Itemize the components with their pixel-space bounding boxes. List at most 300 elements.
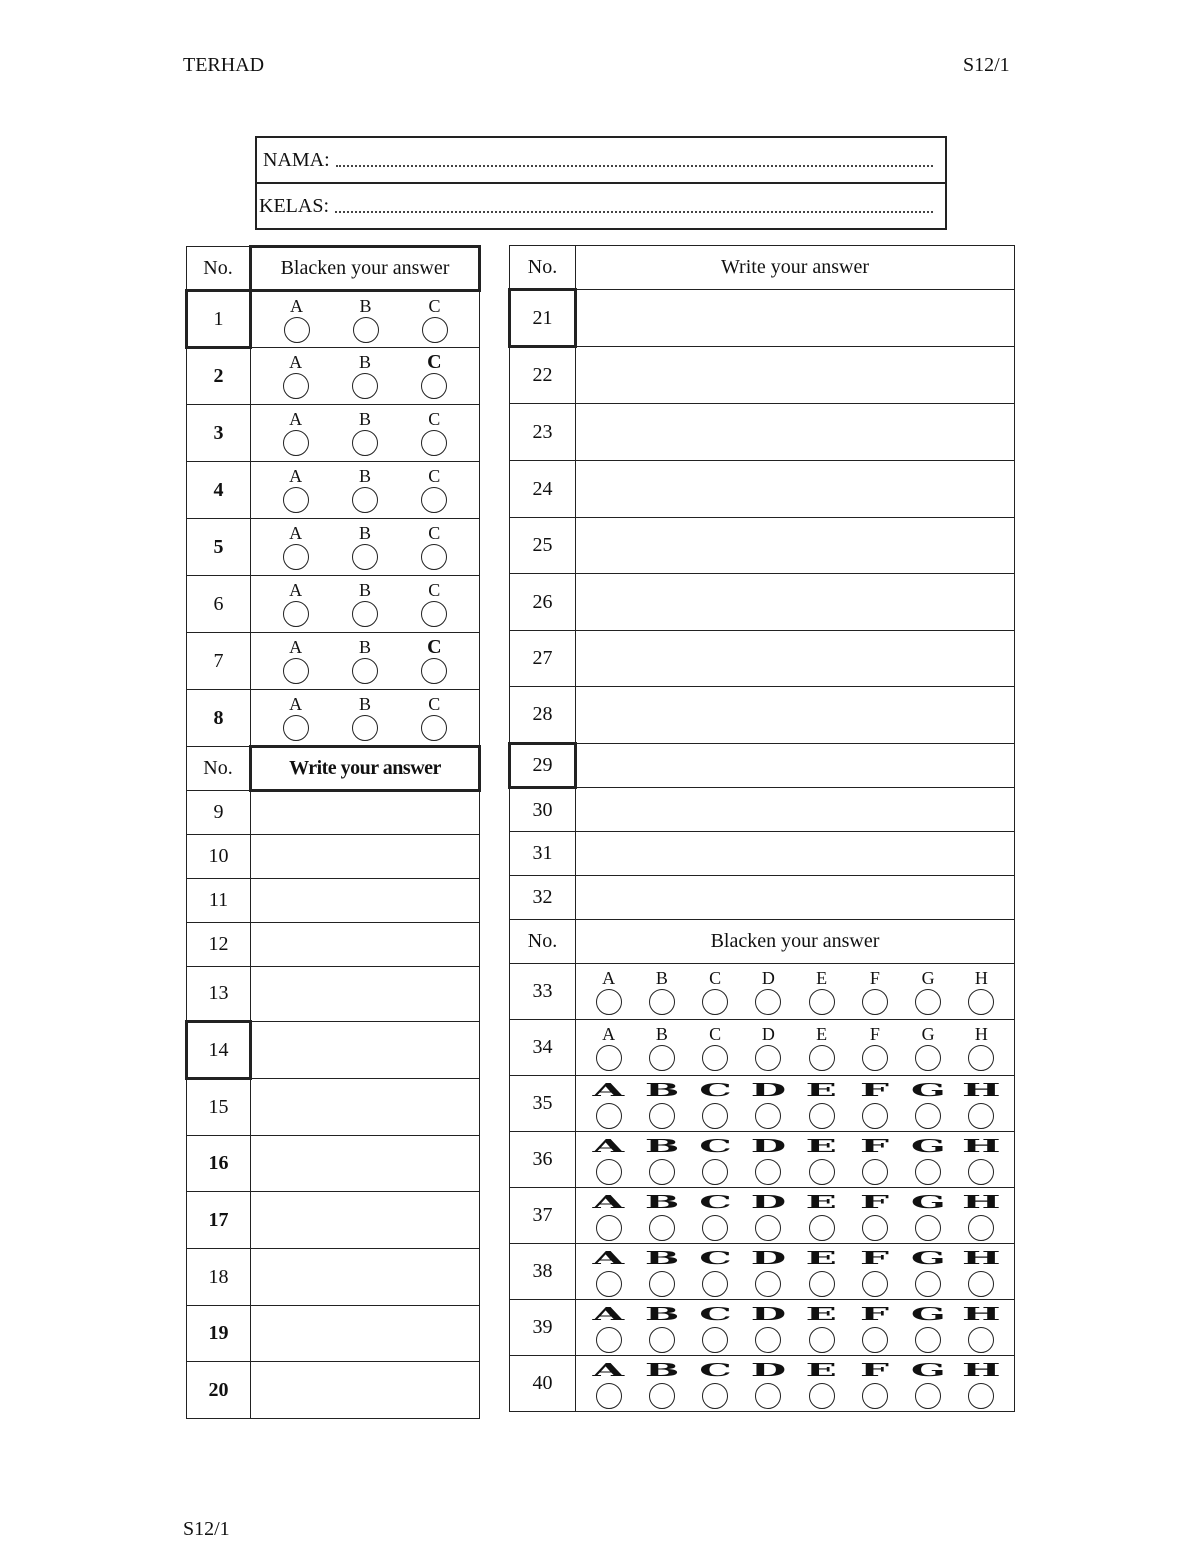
option-f[interactable] [862,1191,888,1241]
answer-bubble[interactable] [421,601,447,627]
option-letter: A [289,466,303,486]
answer-write-cell[interactable] [576,687,1015,744]
answer-bubble[interactable] [968,1271,994,1297]
option-d[interactable] [750,1078,787,1129]
option-g[interactable] [910,1246,946,1297]
option-h[interactable] [962,1302,1001,1353]
option-a[interactable] [592,1302,625,1353]
question-number: 10 [187,835,251,879]
answer-bubble[interactable] [968,1383,994,1409]
option-c[interactable] [421,581,447,627]
question-number: 31 [510,832,576,876]
table-row [510,1356,1015,1412]
q-options-39 [576,1300,1015,1356]
option-a[interactable] [284,297,310,343]
answer-bubble[interactable] [421,373,447,399]
option-b[interactable] [352,524,378,570]
q-options-33 [576,964,1015,1020]
q-options-4 [251,462,480,519]
answer-bubble[interactable] [862,1045,888,1071]
option-b[interactable] [644,1190,680,1241]
option-d[interactable] [750,1246,787,1297]
option-c[interactable] [421,467,447,513]
option-b[interactable] [352,353,378,399]
answer-bubble[interactable] [755,1383,781,1409]
answer-bubble[interactable] [649,1383,675,1409]
option-letter: B [644,1134,680,1156]
answer-bubble[interactable] [596,1215,622,1241]
option-letter: E [806,1358,838,1380]
table-row [510,631,1015,687]
option-group [251,353,479,399]
option-c[interactable] [421,695,447,741]
answer-bubble[interactable] [352,544,378,570]
col-header-write: Write your answer [251,747,480,791]
answer-bubble[interactable] [809,1215,835,1241]
answer-bubble[interactable] [421,430,447,456]
table-row [187,1022,480,1079]
answer-bubble[interactable] [283,487,309,513]
option-letter: B [358,693,371,714]
answer-bubble[interactable] [755,1045,781,1071]
answer-bubble[interactable] [284,317,310,343]
question-number: 20 [187,1362,251,1419]
answer-bubble[interactable] [755,989,781,1015]
answer-bubble[interactable] [755,1215,781,1241]
option-letter: C [698,1190,732,1212]
col-header-no: No. [187,247,251,291]
option-h[interactable] [968,969,994,1015]
table-row [510,290,1015,347]
answer-bubble[interactable] [353,317,379,343]
answer-bubble[interactable] [283,658,309,684]
answer-bubble[interactable] [809,1159,835,1185]
answer-bubble[interactable] [968,1215,994,1241]
answer-bubble[interactable] [596,1327,622,1353]
option-e[interactable] [806,1302,838,1353]
option-b[interactable] [352,695,378,741]
answer-write-cell[interactable] [576,574,1015,631]
table-row [187,462,480,519]
option-h[interactable] [962,1358,1001,1409]
option-letter: F [860,1358,890,1380]
question-number: 33 [510,964,576,1020]
answer-bubble[interactable] [755,1327,781,1353]
option-letter: C [428,580,441,600]
option-letter: B [644,1358,680,1380]
answer-write-cell[interactable] [251,1192,480,1249]
q-options-8 [251,690,480,747]
option-f[interactable] [862,1247,888,1297]
option-c[interactable] [698,1078,732,1129]
option-b[interactable] [644,1078,680,1129]
option-c[interactable] [421,353,447,399]
option-h[interactable] [962,1246,1001,1297]
option-letter: B [644,1246,680,1268]
option-c[interactable] [421,410,447,456]
option-a[interactable] [592,1190,625,1241]
option-letter: B [358,637,371,657]
option-f[interactable] [862,1079,888,1129]
option-a[interactable] [596,1025,622,1071]
answer-bubble[interactable] [352,658,378,684]
option-f[interactable] [862,1135,888,1185]
question-number: 40 [510,1356,576,1412]
answer-bubble[interactable] [915,1383,941,1409]
option-letter: C [428,523,441,543]
answer-bubble[interactable] [702,1159,728,1185]
answer-write-cell[interactable] [576,832,1015,876]
answer-bubble[interactable] [915,1271,941,1297]
option-letter: E [806,1246,838,1268]
option-g[interactable] [910,1190,946,1241]
option-g[interactable] [910,1302,946,1353]
q-options-2 [251,348,480,405]
table-row [510,687,1015,744]
answer-bubble[interactable] [862,1103,888,1129]
question-number: 1 [187,291,251,348]
option-b[interactable] [644,1246,680,1297]
option-g[interactable] [915,1025,941,1071]
answer-bubble[interactable] [915,1215,941,1241]
nama-field[interactable] [255,136,947,184]
table-row [510,876,1015,920]
table-row [187,690,480,747]
answer-bubble[interactable] [809,1271,835,1297]
table-row [510,1020,1015,1076]
table-row [510,964,1015,1020]
option-letter: F [860,1246,890,1268]
option-d[interactable] [750,1134,787,1185]
option-group [576,1303,1014,1353]
option-h[interactable] [962,1078,1001,1129]
answer-write-cell[interactable] [576,788,1015,832]
option-b[interactable] [644,1358,680,1409]
option-a[interactable] [592,1078,625,1129]
option-group [251,524,479,570]
option-c[interactable] [421,524,447,570]
question-number: 13 [187,967,251,1022]
option-e[interactable] [806,1134,838,1185]
table-header-row [187,747,480,791]
option-group [252,297,479,343]
option-a[interactable] [283,695,309,741]
option-e[interactable] [806,1358,838,1409]
option-c[interactable] [698,1302,732,1353]
option-c[interactable] [421,638,447,684]
option-letter: A [602,1023,616,1044]
answer-write-cell[interactable] [251,1136,480,1192]
question-number: 32 [510,876,576,920]
option-a[interactable] [283,581,309,627]
option-b[interactable] [649,1025,675,1071]
answer-write-cell[interactable] [251,1079,480,1136]
answer-write-cell[interactable] [576,404,1015,461]
answer-write-cell[interactable] [576,290,1015,347]
option-letter: E [806,1302,838,1324]
table-row [187,791,480,835]
option-d[interactable] [755,1025,781,1071]
option-letter: A [290,295,303,316]
answer-bubble[interactable] [809,1045,835,1071]
option-c[interactable] [698,1358,732,1409]
option-letter: B [655,967,668,988]
answer-bubble[interactable] [915,1159,941,1185]
option-letter: E [806,1134,838,1156]
question-number: 7 [187,633,251,690]
option-letter: H [962,1134,1001,1156]
option-f[interactable] [862,1025,888,1071]
answer-write-cell[interactable] [251,1306,480,1362]
option-group [251,410,479,456]
option-a[interactable] [283,467,309,513]
answer-bubble[interactable] [649,1045,675,1071]
option-letter: A [289,580,303,600]
answer-write-cell[interactable] [576,876,1015,920]
q-options-37 [576,1188,1015,1244]
nama-label: NAMA: [263,148,330,171]
option-a[interactable] [592,1246,625,1297]
option-letter: F [860,1190,890,1212]
answer-write-cell[interactable] [576,347,1015,404]
answer-bubble[interactable] [862,1383,888,1409]
answer-bubble[interactable] [968,989,994,1015]
answer-bubble[interactable] [702,1383,728,1409]
option-c[interactable] [702,1025,728,1071]
option-group [251,581,479,627]
table-row [187,1306,480,1362]
option-d[interactable] [755,969,781,1015]
answer-write-cell[interactable] [251,879,480,923]
answer-bubble[interactable] [421,487,447,513]
option-d[interactable] [750,1302,787,1353]
answer-bubble[interactable] [421,658,447,684]
answer-bubble[interactable] [915,1103,941,1129]
answer-write-cell[interactable] [251,791,480,835]
option-a[interactable] [592,1358,625,1409]
option-e[interactable] [806,1246,838,1297]
col-header-no: No. [510,246,576,290]
option-letter: G [910,1134,946,1156]
option-letter: D [750,1358,787,1380]
answer-bubble[interactable] [809,1383,835,1409]
answer-bubble[interactable] [968,1103,994,1129]
answer-bubble[interactable] [422,317,448,343]
answer-write-cell[interactable] [251,1249,480,1306]
answer-bubble[interactable] [352,715,378,741]
table-row [510,744,1015,788]
answer-write-cell[interactable] [576,461,1015,518]
option-g[interactable] [910,1078,946,1129]
nama-dotted-line [336,153,933,167]
question-number: 24 [510,461,576,518]
table-row [187,291,480,348]
answer-bubble[interactable] [421,715,447,741]
option-c[interactable] [698,1246,732,1297]
option-d[interactable] [750,1358,787,1409]
answer-bubble[interactable] [283,715,309,741]
option-g[interactable] [915,969,941,1015]
table-row [187,1362,480,1419]
option-b[interactable] [353,297,379,343]
answer-bubble[interactable] [596,1103,622,1129]
option-e[interactable] [806,1190,838,1241]
option-a[interactable] [592,1134,625,1185]
right-answer-table [508,245,1015,1412]
answer-bubble[interactable] [283,601,309,627]
answer-bubble[interactable] [596,1159,622,1185]
option-letter: A [592,1246,625,1268]
answer-write-cell[interactable] [251,923,480,967]
option-letter: C [427,351,442,373]
answer-bubble[interactable] [649,1271,675,1297]
answer-bubble[interactable] [702,1215,728,1241]
option-e[interactable] [809,969,835,1015]
option-c[interactable] [422,297,448,343]
answer-bubble[interactable] [702,1271,728,1297]
option-letter: C [428,409,441,429]
option-letter: A [289,409,303,429]
table-header-row [187,247,480,291]
option-c[interactable] [702,969,728,1015]
question-number: 26 [510,574,576,631]
option-letter: H [962,1358,1001,1380]
table-row [187,1079,480,1136]
answer-bubble[interactable] [862,1159,888,1185]
answer-bubble[interactable] [352,601,378,627]
answer-bubble[interactable] [862,1215,888,1241]
answer-bubble[interactable] [862,1271,888,1297]
answer-bubble[interactable] [596,1271,622,1297]
question-number: 38 [510,1244,576,1300]
option-h[interactable] [962,1134,1001,1185]
answer-bubble[interactable] [702,989,728,1015]
option-letter: C [428,466,441,486]
option-f[interactable] [862,1303,888,1353]
option-b[interactable] [352,467,378,513]
option-f[interactable] [862,969,888,1015]
option-a[interactable] [283,524,309,570]
option-e[interactable] [806,1078,838,1129]
answer-bubble[interactable] [283,544,309,570]
answer-bubble[interactable] [649,989,675,1015]
col-header-blacken: Blacken your answer [251,247,480,291]
option-letter: A [289,693,303,714]
answer-write-cell[interactable] [576,518,1015,574]
answer-bubble[interactable] [352,430,378,456]
answer-bubble[interactable] [283,430,309,456]
option-a[interactable] [596,969,622,1015]
q-options-5 [251,519,480,576]
answer-bubble[interactable] [702,1327,728,1353]
option-d[interactable] [750,1190,787,1241]
option-h[interactable] [962,1190,1001,1241]
option-letter: B [358,523,371,543]
option-b[interactable] [352,638,378,684]
answer-bubble[interactable] [968,1327,994,1353]
question-number: 29 [510,744,576,788]
option-letter: F [869,1023,880,1044]
option-h[interactable] [968,1025,994,1071]
option-letter: B [655,1023,668,1044]
answer-bubble[interactable] [702,1103,728,1129]
answer-bubble[interactable] [649,1327,675,1353]
option-e[interactable] [809,1025,835,1071]
answer-bubble[interactable] [968,1045,994,1071]
answer-bubble[interactable] [596,1383,622,1409]
answer-bubble[interactable] [702,1045,728,1071]
table-row [187,633,480,690]
option-letter: H [974,967,988,988]
answer-bubble[interactable] [649,1159,675,1185]
option-a[interactable] [283,353,309,399]
option-b[interactable] [352,581,378,627]
option-a[interactable] [283,638,309,684]
answer-bubble[interactable] [915,1327,941,1353]
option-group [251,695,479,741]
answer-bubble[interactable] [596,1045,622,1071]
answer-bubble[interactable] [915,989,941,1015]
option-letter: C [698,1078,732,1100]
answer-bubble[interactable] [352,373,378,399]
option-b[interactable] [352,410,378,456]
answer-write-cell[interactable] [576,744,1015,788]
kelas-field[interactable] [255,182,947,230]
table-row [510,832,1015,876]
question-number: 15 [187,1079,251,1136]
answer-bubble[interactable] [283,373,309,399]
answer-bubble[interactable] [809,989,835,1015]
option-b[interactable] [649,969,675,1015]
answer-bubble[interactable] [649,1215,675,1241]
answer-bubble[interactable] [968,1159,994,1185]
option-g[interactable] [910,1358,946,1409]
answer-bubble[interactable] [755,1103,781,1129]
answer-bubble[interactable] [862,989,888,1015]
answer-bubble[interactable] [809,1103,835,1129]
col-header-no: No. [187,747,251,791]
table-row [510,1132,1015,1188]
answer-bubble[interactable] [421,544,447,570]
answer-write-cell[interactable] [576,631,1015,687]
option-letter: A [592,1190,625,1212]
answer-write-cell[interactable] [251,967,480,1022]
answer-write-cell[interactable] [251,1362,480,1419]
answer-bubble[interactable] [755,1159,781,1185]
answer-bubble[interactable] [352,487,378,513]
option-b[interactable] [644,1134,680,1185]
option-g[interactable] [910,1134,946,1185]
answer-write-cell[interactable] [251,835,480,879]
answer-bubble[interactable] [915,1045,941,1071]
option-c[interactable] [698,1190,732,1241]
answer-bubble[interactable] [862,1327,888,1353]
option-a[interactable] [283,410,309,456]
answer-bubble[interactable] [809,1327,835,1353]
question-number: 23 [510,404,576,461]
option-c[interactable] [698,1134,732,1185]
question-number: 17 [187,1192,251,1249]
option-letter: A [592,1134,625,1156]
answer-bubble[interactable] [596,989,622,1015]
answer-bubble[interactable] [755,1271,781,1297]
question-number: 27 [510,631,576,687]
answer-write-cell[interactable] [251,1022,480,1079]
option-b[interactable] [644,1302,680,1353]
q-options-34 [576,1020,1015,1076]
answer-bubble[interactable] [649,1103,675,1129]
option-f[interactable] [862,1359,888,1409]
